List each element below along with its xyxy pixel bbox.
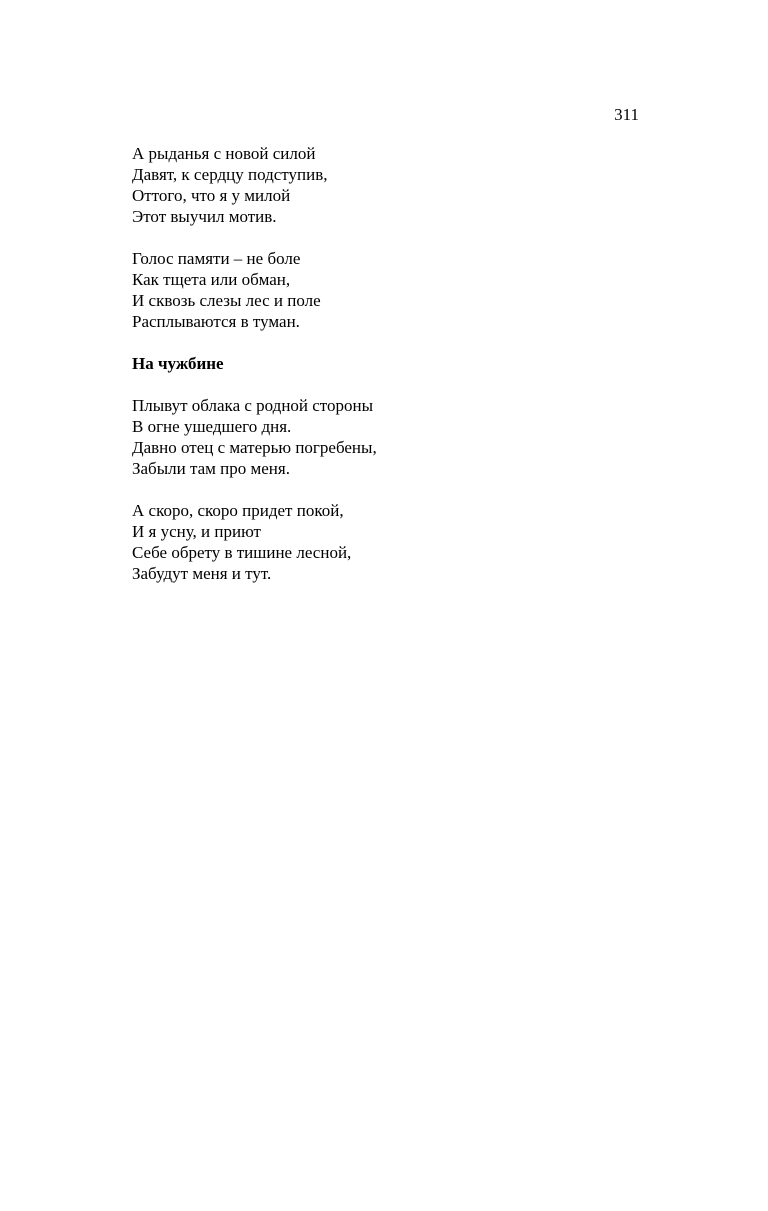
page-body [132, 143, 652, 584]
poem1-stanza-1 [132, 143, 652, 227]
poem-title: На чужбине [132, 354, 224, 373]
verse-line: Себе обрету в тишине лесной, [132, 543, 352, 562]
poem1-stanza-2 [132, 248, 652, 332]
poem2-stanza-2 [132, 500, 652, 584]
poem2-stanza-1 [132, 395, 652, 479]
verse-line: Голос памяти – не боле [132, 249, 301, 268]
verse-line: И сквозь слезы лес и поле [132, 291, 321, 310]
verse-line: Давят, к сердцу подступив, [132, 165, 328, 184]
verse-line: А скоро, скоро придет покой, [132, 501, 344, 520]
verse-line: Расплываются в туман. [132, 312, 300, 331]
verse-line: И я усну, и приют [132, 522, 261, 541]
verse-line: Как тщета или обман, [132, 270, 291, 289]
verse-line: В огне ушедшего дня. [132, 417, 292, 436]
verse-line: Плывут облака с родной стороны [132, 396, 374, 415]
verse-line: Забыли там про меня. [132, 459, 290, 478]
verse-line: Оттого, что я у милой [132, 186, 291, 205]
page-number: 311 [614, 105, 639, 124]
verse-line: Забудут меня и тут. [132, 564, 272, 583]
verse-line: А рыданья с новой силой [132, 144, 316, 163]
verse-line: Давно отец с матерью погребены, [132, 438, 377, 457]
verse-line: Этот выучил мотив. [132, 207, 277, 226]
